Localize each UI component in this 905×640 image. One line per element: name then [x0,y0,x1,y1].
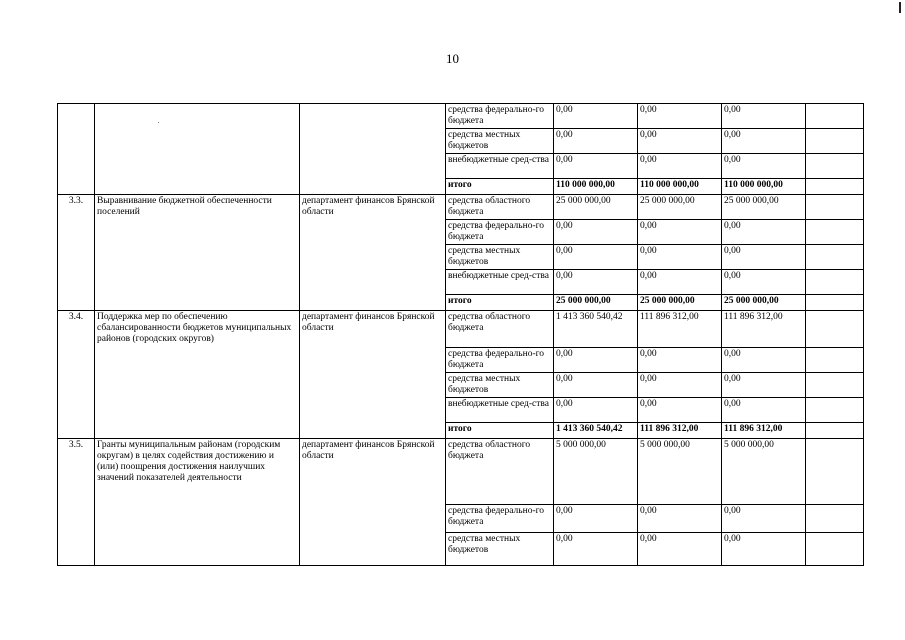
item-number: 3.3. [58,195,95,311]
empty-cell [806,398,864,423]
amount-year-3: 0,00 [722,129,806,154]
empty-cell [806,245,864,270]
funding-source: средства местных бюджетов [446,373,554,398]
empty-cell [806,195,864,220]
amount-year-1: 25 000 000,00 [554,195,638,220]
funding-source: средства федерально-го бюджета [446,104,554,129]
funding-source: итого [446,423,554,439]
amount-year-1: 1 413 360 540,42 [554,311,638,348]
amount-year-2: 0,00 [638,270,722,295]
empty-cell [806,220,864,245]
amount-year-3: 0,00 [722,220,806,245]
amount-year-2: 0,00 [638,220,722,245]
amount-year-3: 110 000 000,00 [722,179,806,195]
amount-year-2: 5 000 000,00 [638,439,722,505]
funding-source: средства местных бюджетов [446,129,554,154]
amount-year-1: 1 413 360 540,42 [554,423,638,439]
amount-year-2: 110 000 000,00 [638,179,722,195]
table-row [58,195,864,220]
scan-edge-mark [899,2,901,13]
funding-source: средства федерально-го бюджета [446,220,554,245]
amount-year-2: 0,00 [638,398,722,423]
amount-year-3: 0,00 [722,398,806,423]
empty-cell [806,533,864,566]
funding-source: итого [446,295,554,311]
item-number [58,104,95,195]
budget-table [57,103,864,566]
empty-cell [806,373,864,398]
funding-source: итого [446,179,554,195]
empty-cell [806,439,864,505]
funding-source: средства областного бюджета [446,311,554,348]
amount-year-1: 5 000 000,00 [554,439,638,505]
amount-year-3: 25 000 000,00 [722,295,806,311]
amount-year-1: 0,00 [554,104,638,129]
amount-year-3: 0,00 [722,533,806,566]
funding-source: внебюджетные сред-ства [446,154,554,179]
amount-year-3: 0,00 [722,348,806,373]
amount-year-1: 0,00 [554,533,638,566]
amount-year-1: 0,00 [554,245,638,270]
amount-year-2: 25 000 000,00 [638,195,722,220]
executor: департамент финансов Брянской области [300,311,446,439]
amount-year-3: 5 000 000,00 [722,439,806,505]
funding-source: средства федерально-го бюджета [446,505,554,533]
amount-year-1: 110 000 000,00 [554,179,638,195]
amount-year-2: 0,00 [638,533,722,566]
amount-year-1: 0,00 [554,129,638,154]
empty-cell [806,295,864,311]
empty-cell [806,104,864,129]
empty-cell [806,311,864,348]
table-row [58,311,864,348]
funding-source: внебюджетные сред-ства [446,270,554,295]
amount-year-1: 0,00 [554,154,638,179]
amount-year-1: 0,00 [554,270,638,295]
executor [300,104,446,195]
amount-year-3: 0,00 [722,270,806,295]
empty-cell [806,154,864,179]
funding-source: средства местных бюджетов [446,245,554,270]
amount-year-2: 111 896 312,00 [638,423,722,439]
empty-cell [806,505,864,533]
measure-name [95,104,300,195]
amount-year-3: 0,00 [722,245,806,270]
funding-source: средства областного бюджета [446,439,554,505]
amount-year-1: 0,00 [554,505,638,533]
amount-year-3: 0,00 [722,373,806,398]
empty-cell [806,129,864,154]
amount-year-2: 0,00 [638,245,722,270]
item-number: 3.4. [58,311,95,439]
amount-year-2: 0,00 [638,348,722,373]
funding-source: средства местных бюджетов [446,533,554,566]
amount-year-3: 111 896 312,00 [722,423,806,439]
measure-name: Поддержка мер по обеспечению сбалансированности бюджетов муниципальных районов (городских округов) [95,311,300,439]
item-number: 3.5. [58,439,95,566]
page-number: 10 [446,51,459,66]
amount-year-3: 0,00 [722,104,806,129]
amount-year-2: 0,00 [638,104,722,129]
amount-year-2: 111 896 312,00 [638,311,722,348]
executor: департамент финансов Брянской области [300,195,446,311]
amount-year-2: 0,00 [638,373,722,398]
funding-source: средства областного бюджета [446,195,554,220]
empty-cell [806,348,864,373]
empty-cell [806,270,864,295]
amount-year-2: 0,00 [638,129,722,154]
empty-cell [806,423,864,439]
amount-year-2: 0,00 [638,154,722,179]
amount-year-1: 0,00 [554,348,638,373]
table-row [58,104,864,129]
funding-source: внебюджетные сред-ства [446,398,554,423]
amount-year-3: 111 896 312,00 [722,311,806,348]
amount-year-2: 25 000 000,00 [638,295,722,311]
measure-name: Выравнивание бюджетной обеспеченности поселений [95,195,300,311]
empty-cell [806,179,864,195]
executor: департамент финансов Брянской области [300,439,446,566]
measure-name: Гранты муниципальным районам (городским округам) в целях содействия достижению и (или) поощрения достижения наилучших значений показателей деятельности [95,439,300,566]
amount-year-3: 0,00 [722,154,806,179]
amount-year-1: 25 000 000,00 [554,295,638,311]
amount-year-3: 0,00 [722,505,806,533]
amount-year-3: 25 000 000,00 [722,195,806,220]
amount-year-2: 0,00 [638,505,722,533]
amount-year-1: 0,00 [554,220,638,245]
table-row [58,439,864,505]
amount-year-1: 0,00 [554,373,638,398]
funding-source: средства федерально-го бюджета [446,348,554,373]
amount-year-1: 0,00 [554,398,638,423]
